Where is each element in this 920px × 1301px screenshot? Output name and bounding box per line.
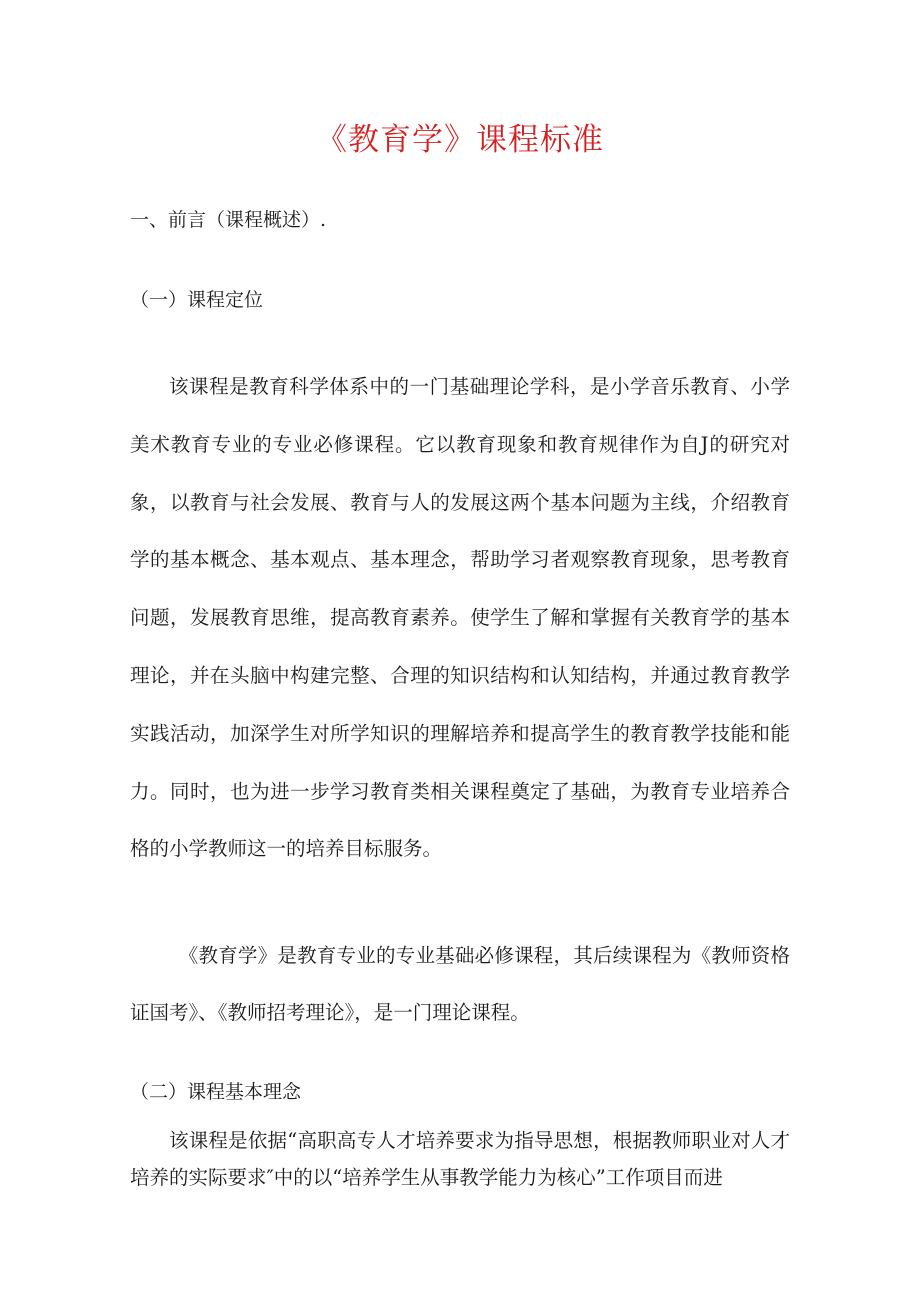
subsection-heading-course-positioning: （一）课程定位: [130, 289, 264, 311]
paragraph-course-relations: 《教育学》是教育专业的专业基础必修课程，其后续课程为《教师资格证国考》、《教师招考理论》，是一门理论课程。: [130, 944, 790, 1024]
subsection-heading-course-philosophy: （二）课程基本理念: [130, 1081, 302, 1103]
paragraph-course-philosophy: 该课程是依据“高职高专人才培养要求为指导思想，根据教师职业对人才培养的实际要求″中的以“培养学生从事教学能力为核心”工作项目而进: [130, 1129, 790, 1189]
section-heading-preface: 一、前言（课程概述）.: [130, 209, 327, 231]
paragraph-course-positioning: 该课程是教育科学体系中的一门基础理论学科，是小学音乐教育、小学美术教育专业的专业必修课程。它以教育现象和教育规律作为自J的研究对象，以教育与社会发展、教育与人的发展这两个基本问题为主线，介绍教育学的基本概念、基本观点、基本理念，帮助学习者观察教育现象，思考教育问题，发展教育思维，提高教育素养。使学生了解和掌握有关教育学的基本理论，并在头脑中构建完整、合理的知识结构和认知结构，并通过教育教学实践活动，加深学生对所学知识的理解培养和提高学生的教育教学技能和能力。同时，也为进一步学习教育类相关课程奠定了基础，为教育专业培养合格的小学教师这一的培养目标服务。: [130, 375, 790, 861]
document-title: 《教育学》课程标准: [316, 122, 604, 158]
